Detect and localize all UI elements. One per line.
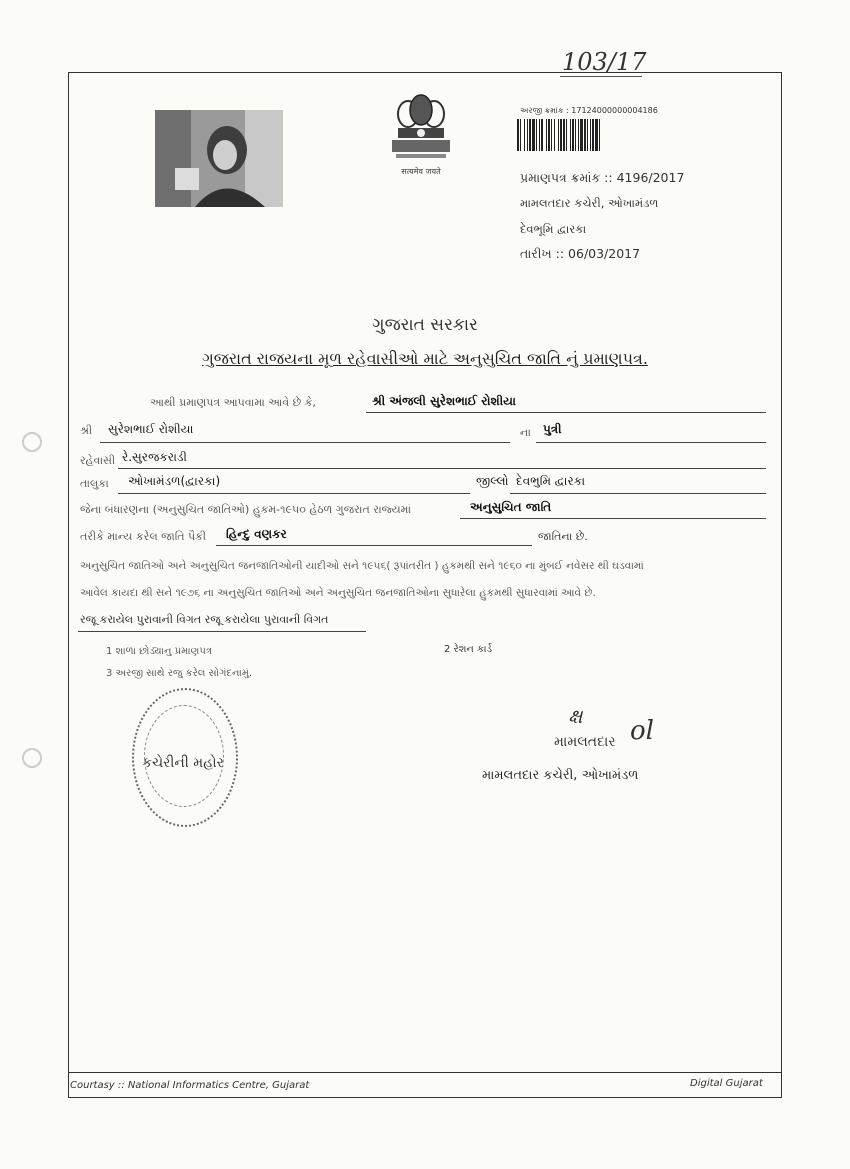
emblem-motto: सत्यमेव जयते	[401, 167, 441, 176]
barcode-bar	[575, 119, 576, 151]
barcode-bar	[560, 119, 562, 151]
barcode	[517, 119, 675, 151]
caste-label: તરીકે માન્ય કરેલ જાતિ પૈકી	[80, 530, 207, 543]
evidence-heading-underline	[78, 631, 366, 632]
na-label: ના	[520, 426, 531, 439]
barcode-bar	[527, 119, 528, 151]
issuing-office: મામલતદાર કચેરી, ઓખામંડળ	[520, 196, 659, 210]
barcode-bar	[563, 119, 565, 151]
evidence-item-2: 2 રેશન કાર્ડ	[444, 644, 493, 655]
handwritten-reference: 103/17	[562, 48, 647, 76]
barcode-bar	[539, 119, 540, 151]
barcode-bar	[551, 119, 552, 151]
evidence-heading: રજૂ કરાયેલ પુરાવાની વિગત રજૂ કરાયેલા પુરાવાની વિગત	[80, 613, 329, 626]
barcode-bar	[548, 119, 550, 151]
taluka-label: તાલુકા	[80, 477, 109, 490]
barcode-bar	[524, 119, 525, 151]
footer-divider	[68, 1072, 782, 1073]
district-value: દેવભુમિ દ્વારકા	[516, 474, 586, 488]
issuing-district: દેવભૂમિ દ્વારકા	[520, 222, 587, 236]
barcode-bar	[517, 119, 519, 151]
district-label: જીલ્લો	[476, 474, 509, 488]
issue-date: તારીખ :: 06/03/2017	[520, 246, 641, 261]
barcode-bar	[529, 119, 531, 151]
evidence-item-3: 3 અરજી સાથે રજુ કરેલ સોગંદનામું.	[106, 668, 253, 679]
taluka-value: ઓખામંડળ(દ્વારકા)	[128, 474, 221, 488]
barcode-bar	[580, 119, 583, 151]
barcode-bar	[592, 119, 594, 151]
government-heading: ગુજરાત સરકાર	[372, 315, 478, 335]
evidence-item-1: 1 શાળા છોડ્યાનુ પ્રમાણપત્ર	[106, 646, 212, 657]
punch-hole-top	[22, 432, 42, 452]
barcode-bar	[572, 119, 574, 151]
paragraph-line-1: અનુસુચિત જાતિઓ અને અનુસુચિત જનજાતિઓની યાદીઓ સને ૧૯૫૬( રૂપાંતરીત ) હુકમથી સને ૧૯૬૦ ના મુંબઈ નવેસર થી ઘડવામાં	[80, 560, 644, 572]
holder-name: શ્રી અંજલી સુરેશભાઈ રોશીયા	[372, 394, 516, 408]
document-frame	[68, 72, 782, 1098]
barcode-bar	[587, 119, 588, 151]
punch-hole-bottom	[22, 748, 42, 768]
footer-credit: Courtasy :: National Informatics Centre, Gujarat	[70, 1080, 310, 1091]
barcode-bar	[546, 119, 547, 151]
emblem-icon	[386, 90, 456, 170]
caste-value: હિન્દુ વણકર	[226, 527, 287, 541]
barcode-bar	[536, 119, 537, 151]
barcode-bar	[554, 119, 555, 151]
barcode-bar	[566, 119, 567, 151]
signature-initials: ક્ષ	[568, 704, 583, 728]
order-value: અનુસુચિત જાતિ	[470, 500, 552, 514]
stamp-label: કચેરીની મહોર	[142, 755, 224, 771]
barcode-bar	[578, 119, 579, 151]
applicant-photo	[155, 110, 283, 207]
paragraph-line-2: આવેલ કાયદા થી સને ૧૯૭૬ ના અનુસુચિત જાતિઓ અને અનુસુચિત જનજાતિઓના સુધારેલા હુકમથી સુધારવામાં આવે છે.	[80, 587, 596, 599]
district-line	[510, 493, 766, 494]
resident-value: રે.સુરજકરાડી	[122, 450, 187, 464]
intro-label: આથી પ્રમાણપત્ર આપવામા આવે છે કે,	[150, 396, 316, 409]
caste-suffix: જાતિના છે.	[538, 530, 588, 543]
taluka-line	[118, 493, 470, 494]
footer-brand: Digital Gujarat	[690, 1078, 763, 1089]
signature-scribble: ol	[630, 716, 654, 746]
barcode-bar	[599, 119, 600, 151]
resident-label: રહેવાસી	[80, 454, 116, 467]
holder-name-line	[366, 412, 766, 413]
relation: પુત્રી	[543, 422, 562, 436]
order-line	[460, 518, 766, 519]
national-emblem	[386, 90, 456, 170]
resident-line	[118, 468, 766, 469]
certificate-number: પ્રમાણપત્ર ક્રમાંક :: 4196/2017	[520, 170, 685, 185]
caste-line	[216, 545, 532, 546]
barcode-bar	[558, 119, 559, 151]
father-name-line	[100, 442, 510, 443]
barcode-bar	[595, 119, 598, 151]
application-number-label: અરજી ક્રમાંક : 17124000000004186	[520, 106, 658, 115]
shri-label: શ્રી	[80, 424, 93, 437]
order-label: જેના બંધારણના (અનુસુચિત જાતિઓ) હુકમ-૧૯૫૦ હેઠળ ગુજરાત રાજ્યમાં	[80, 503, 412, 516]
certificate-title: ગુજરાત રાજયના મૂળ રહેવાસીઓ માટે અનુસુચિત જાતિ નું પ્રમાણપત્ર.	[202, 349, 648, 368]
barcode-bar	[590, 119, 591, 151]
father-name: સુરેશભાઈ રોશીયા	[108, 422, 194, 436]
barcode-bar	[532, 119, 535, 151]
barcode-bar	[541, 119, 543, 151]
signatory-office: મામલતદાર કચેરી, ઓખામંડળ	[482, 768, 639, 783]
signatory-title: મામલતદાર	[554, 734, 616, 750]
barcode-bar	[520, 119, 521, 151]
barcode-bar	[584, 119, 586, 151]
barcode-bar	[570, 119, 571, 151]
relation-line	[536, 442, 766, 443]
